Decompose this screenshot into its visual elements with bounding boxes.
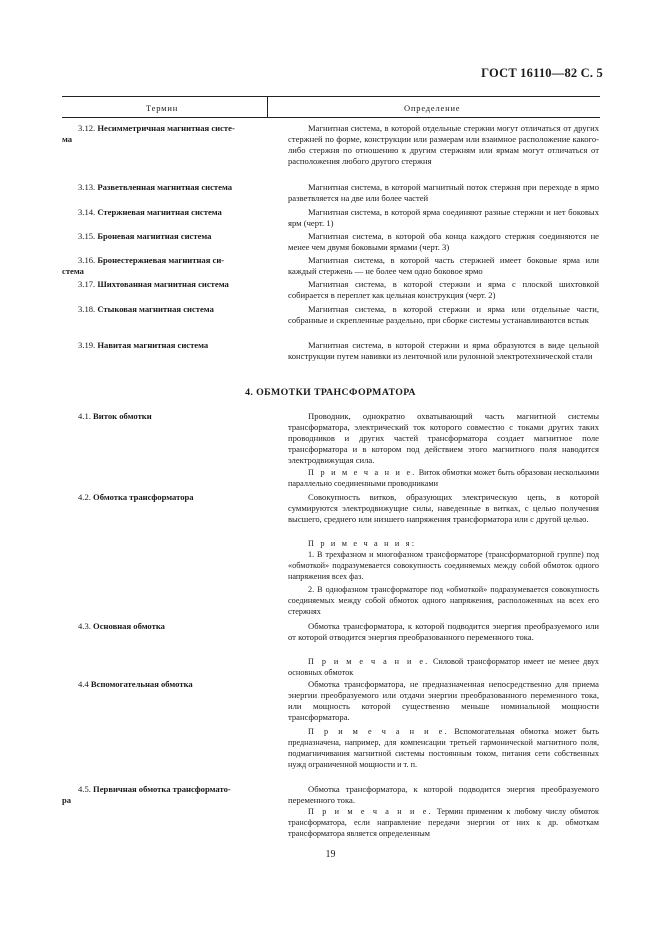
term-number: 4.1. xyxy=(78,411,91,421)
page-number: 19 xyxy=(325,849,336,860)
definition-4-2: Совокупность витков, образующих электрическую цепь, в которой суммируются электродвижущие силы, наведенные в витках, с целью получения высшего, среднего или низшего напряжения трансформатора или с другой целью. xyxy=(288,492,599,524)
term-3-16 xyxy=(62,255,266,277)
definition-3-19: Магнитная система, в которой стержни и ярма образуются в виде цельной конструкции путем навивки из ленточной или рулонной электротехнической стали xyxy=(288,340,599,361)
definition-3-18: Магнитная система, в которой стержни и ярма или отдельные части, собранные и скрепленные раздельно, при сборке системы устанавливаются встык xyxy=(288,304,599,325)
term-3-17 xyxy=(62,279,266,290)
term-title: Основная обмотка xyxy=(93,621,165,631)
term-number: 3.12. xyxy=(78,123,96,133)
term-number: 3.17. xyxy=(78,279,96,289)
note-4-2-1: 1. В трехфазном и многофазном трансформаторе (трансформаторной группе) под «обмоткой» подразумевается совокупность соединяемых между собой обмоток одного напряжения всех фаз. xyxy=(288,550,599,581)
section-heading: 4. ОБМОТКИ ТРАНСФОРМАТОРА xyxy=(245,387,416,398)
note-text: Термин применим к любому числу обмоток трансформатора, если направление передачи энергии от них к др. обмоткам трансформатора является определенным xyxy=(288,807,599,838)
note-label: П р и м е ч а н и е. xyxy=(308,727,449,736)
term-number: 4.5. xyxy=(78,784,91,794)
term-3-14 xyxy=(62,207,266,218)
term-4-1 xyxy=(62,411,266,422)
note-text: Виток обмотки может быть образован несколькими параллельно соединенными проводниками xyxy=(288,468,600,488)
note-4-3 xyxy=(288,657,599,679)
term-title: Бронестержневая магнитная си- xyxy=(97,255,225,265)
term-title-continued: ма xyxy=(62,133,73,144)
term-title: Виток обмотки xyxy=(93,411,152,421)
table-top-rule xyxy=(62,96,600,97)
term-3-13 xyxy=(62,182,266,193)
term-title: Несимметричная магнитная систе- xyxy=(97,123,235,133)
note-text: Силовой трансформатор имеет не менее двух основных обмоток xyxy=(288,657,600,677)
term-number: 3.19. xyxy=(78,340,96,350)
note-4-2-2: 2. В однофазном трансформаторе под «обмоткой» подразумевается совокупность соединяемых между собой обмоток одного напряжения, расположенных на всех его стержнях xyxy=(288,585,599,616)
page-header: ГОСТ 16110—82 С. 5 xyxy=(481,66,603,80)
note-label: П р и м е ч а н и е. xyxy=(308,468,417,477)
term-title: Навитая магнитная система xyxy=(97,340,209,350)
column-header-definition: Определение xyxy=(404,103,461,113)
definition-3-17: Магнитная система, в которой стержни и ярма с плоской шихтовкой собирается в переплет как цельная конструкция (черт. 2) xyxy=(288,279,599,300)
term-3-18 xyxy=(62,304,266,315)
term-4-5 xyxy=(62,784,266,806)
term-title: Первичная обмотка трансформато- xyxy=(93,784,231,794)
term-title-continued: ра xyxy=(62,794,72,805)
term-number: 4.4 xyxy=(78,679,89,689)
column-divider xyxy=(267,96,268,118)
term-title-continued: стема xyxy=(62,265,84,276)
definition-4-5: Обмотка трансформатора, к которой подводится энергия преобразуемого переменного тока. xyxy=(288,784,599,805)
term-3-15 xyxy=(62,231,266,242)
term-title: Вспомогательная обмотка xyxy=(90,679,193,689)
term-number: 3.18. xyxy=(78,304,96,314)
term-title: Броневая магнитная система xyxy=(97,231,212,241)
term-title: Шихтованная магнитная система xyxy=(97,279,229,289)
definition-4-3: Обмотка трансформатора, к которой подводится энергия преобразуемого или от которой отводится энергия преобразованного переменного тока. xyxy=(288,621,599,642)
term-number: 3.14. xyxy=(78,207,96,217)
term-number: 4.3. xyxy=(78,621,91,631)
term-3-12 xyxy=(62,123,266,145)
definition-4-4: Обмотка трансформатора, не предназначенная непосредственно для приема энергии преобразуемого или отдачи энергии преобразованного переменного тока, или мощность которой существенно меньше номинальной мощности трансформатора. xyxy=(288,679,599,722)
definition-3-14: Магнитная система, в которой ярма соединяют разные стержни и нет боковых ярм (черт. 1) xyxy=(288,207,599,228)
definition-3-16: Магнитная система, в которой часть стержней имеет боковые ярма или каждый стержень — не более чем одно боковое ярмо xyxy=(288,255,599,276)
term-number: 3.13. xyxy=(78,182,96,192)
definition-3-13: Магнитная система, в которой магнитный поток стержня при переходе в ярмо разветвляется на две или более частей xyxy=(288,182,599,203)
note-label: П р и м е ч а н и е. xyxy=(308,657,430,666)
term-4-3 xyxy=(62,621,266,632)
term-4-4 xyxy=(62,679,266,690)
term-title: Стыковая магнитная система xyxy=(97,304,214,314)
note-4-1 xyxy=(288,468,599,490)
term-number: 3.16. xyxy=(78,255,96,265)
definition-4-1: Проводник, однократно охватывающий часть магнитной системы трансформатора, электрический ток которого совместно с токами других таких проводников и других частей трансформатора создает магнитное поле трансформатора и в котором под действием этого магнитного поля наводится электродвижущая сила. xyxy=(288,411,599,465)
term-4-2 xyxy=(62,492,266,503)
notes-label: П р и м е ч а н и я: xyxy=(308,539,417,548)
note-label: П р и м е ч а н и е. xyxy=(308,807,433,816)
term-3-19 xyxy=(62,340,266,351)
table-header-rule xyxy=(62,117,600,118)
definition-3-12: Магнитная система, в которой отдельные стержни могут отличаться от других стержней по форме, конструкции или размерам или взаимное расположение какого-либо стержня по отношению к другим стержням или ярмам могут отличаться от расположения любого другого стержня xyxy=(288,123,599,166)
term-number: 3.15. xyxy=(78,231,96,241)
term-title: Обмотка трансформатора xyxy=(93,492,194,502)
notes-label-4-2 xyxy=(308,539,599,550)
column-header-term: Термин xyxy=(146,103,179,113)
note-text: Вспомогательная обмотка может быть предназначена, например, для компенсации третьей гармонической магнитного поля, подмагничивания магнитной системы постоянным током, питания сети собственных нужд ограниченной мощности и т. п. xyxy=(288,727,599,769)
note-4-4 xyxy=(288,727,599,771)
term-number: 4.2. xyxy=(78,492,91,502)
note-4-5 xyxy=(288,807,599,840)
term-title: Разветвленная магнитная система xyxy=(97,182,233,192)
definition-3-15: Магнитная система, в которой оба конца каждого стержня соединяются не менее чем двумя боковыми ярмами (черт. 3) xyxy=(288,231,599,252)
term-title: Стержневая магнитная система xyxy=(97,207,222,217)
